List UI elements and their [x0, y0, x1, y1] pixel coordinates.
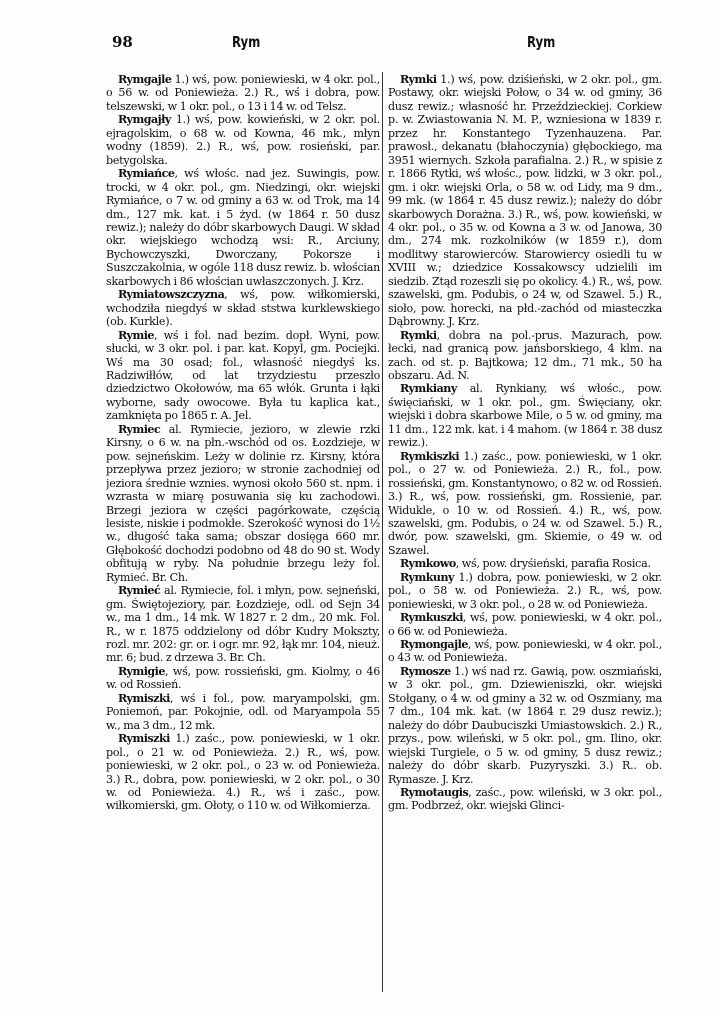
entry-text: , wś, pow. wiłkomierski, wchodziła niegdyś w skład ststwa kurklewskiego (ob. Kurkle). [106, 288, 380, 329]
entry-headword: Rymiec [118, 422, 161, 436]
dictionary-entry [388, 329, 662, 383]
dictionary-entry [106, 113, 380, 167]
entry-headword: Rymosze [400, 664, 451, 678]
entry-text: , wś, pow. rossieński, gm. Kiolmy, o 46 w. od Rossień. [106, 664, 380, 692]
entry-text: , wś, pow. poniewieski, w 4 okr. pol., o 66 w. od Poniewieża. [388, 611, 662, 638]
entry-headword: Rymiszki [118, 732, 170, 746]
dictionary-entry [106, 423, 380, 584]
dictionary-entry [388, 611, 662, 638]
entry-text: 1.) zaśc., pow. poniewieski, w 1 okr. pol., o 21 w. od Poniewieża. 2.) R., wś, pow. poniewieski, w 2 okr. pol., o 23 w. od Poniewieża. 3.) R., dobra, pow. poniewieski, w 2 okr. pol., o 30 w. od Poniewieża. 4.) R., wś i zaśc., pow. wiłkomierski, gm. Ołoty, o 110 w. od Wiłkomierza. [106, 732, 380, 813]
right-column [388, 73, 662, 993]
dictionary-entry [388, 73, 662, 329]
entry-headword: Rymkuszki [400, 611, 463, 625]
dictionary-entry [388, 571, 662, 611]
left-column [106, 73, 380, 993]
dictionary-entry [106, 584, 380, 665]
entry-headword: Rymiszki [118, 691, 170, 705]
entry-text: al. Rymiecie, jezioro, w zlewie rzki Kirsny, o 6 w. na płn.-wschód od os. Łozdzieje, w pow. sejneńskim. Leży w dolinie rz. Kirsny, która przepływa przez jezioro; w stronie zachodniej od jeziora średnie wznies. wynosi około 560 st. npm. i wzrasta w miarę posuwania się ku zachodowi. Brzegi jeziora w części pagórkowate, częścią lesiste, niskie i podmokłe. Szerokość wynosi do 1½ w., długość taka sama; obszar dosięga 660 mr. Głębokość dochodzi podobno od 48 do 90 st. Wody obfitują w ryby. Na południe brzegu leży fol. Rymieć. Br. Ch. [106, 422, 380, 584]
dictionary-entry [388, 638, 662, 665]
entry-text: al. Rynkiany, wś włośc., pow. święciański, w 1 okr. pol., gm. Święciany, okr. wiejski i dobra skarbowe Mile, o 5 w. od gminy, ma 11 dm., 122 mk. kat. i 4 mahom. (w 1864 r. 38 dusz rewiz.). [388, 382, 662, 450]
dictionary-entry [106, 73, 380, 113]
entry-text: , wś i fol., pow. maryampolski, gm. Poniemoń, par. Pokojnie, odl. od Maryampola 55 w., ma 3 dm., 12 mk. [106, 691, 380, 732]
dictionary-entry [106, 288, 380, 328]
entry-text: , wś włośc. nad jez. Suwingis, pow. trocki, w 4 okr. pol., gm. Niedzingi, okr. wiejski Rymiańce, o 7 w. od gminy a 63 w. od Trok, ma 14 dm., 127 mk. kat. i 5 żyd. (w 1864 r. 50 dusz rewiz.); należy do dóbr skarbowych Daugi. W skład okr. wiejskiego wchodzą wsi: R., Arciuny, Bychowczyszki, Dworczany, Pokorsze i Suszczakolnia, w ogóle 118 dusz rewiz. b. włościan skarbowych i 86 włościan uwłaszczonych. J. Krz. [106, 167, 380, 288]
entry-text: 1.) dobra, pow. poniewieski, w 2 okr. pol., o 58 w. od Poniewieża. 2.) R., wś, pow. poniewieski, w 3 okr. pol., o 28 w. od Poniewieża. [388, 570, 662, 611]
entry-headword: Rymki [400, 328, 437, 342]
entry-headword: Rymgajły [118, 113, 171, 127]
entry-text: , wś, pow. poniewieski, w 4 okr. pol., o 43 w. od Poniewieża. [388, 638, 662, 665]
entry-headword: Rymkowo [400, 557, 456, 571]
entry-headword: Rymiańce [118, 167, 175, 181]
dictionary-entry [388, 557, 662, 570]
entry-text: , wś i fol. nad bezim. dopł. Wyni, pow. słucki, w 3 okr. pol. i par. kat. Kopyl, gm. Pociejki. Wś ma 30 osad; fol., własność niegdyś ks. Radziwiłłów, od lat trzydziestu przeszło dziedzictwo Okołowów, ma 65 włók. Grunta i łąki wyborne, sady owocowe. Była tu kaplica kat., zamknięta po 1865 r. A. Jel. [106, 328, 380, 423]
entry-headword: Rymgajle [118, 73, 172, 86]
entry-text: 1.) wś nad rz. Gawią, pow. oszmiański, w 3 okr. pol., gm. Dziewieniszki, okr. wiejski Stołgany, o 4 w. od gminy a 32 w. od Oszmiany, ma 7 dm., 104 mk. kat. (w 1864 r. 29 dusz rewiz.); należy do dóbr Daubuciszki Umiastowskich. 2.) R., przys., pow. wileński, w 5 okr. pol., gm. Ilino, okr. wiejski Turgiele, o 5 w. od gminy, 5 dusz rewiz.; należy do dóbr skarb. Puzyryszki. 3.) R.. ob. Rymasze. J. Krz. [388, 664, 662, 786]
entry-text: 1.) zaśc., pow. poniewieski, w 1 okr. pol., o 27 w. od Poniewieża. 2.) R., fol., pow. rossieński, gm. Konstantynowo, o 82 w. od Rossień. 3.) R., wś, pow. rossieński, gm. Rossienie, par. Widukle, o 10 w. od Rossień. 4.) R., wś, pow. szawelski, gm. Podubis, o 24 w. od Szawel. 5.) R., dwór, pow. szawelski, gm. Skiemie, o 49 w. od Szawel. [388, 449, 662, 557]
entry-headword: Rymigie [118, 664, 165, 678]
entry-text: al. Rymiecie, fol. i młyn, pow. sejneński, gm. Świętojeziory, par. Łozdzieje, odl. od Sejn 34 w., ma 1 dm., 14 mk. W 1827 r. 2 dm., 20 mk. Fol. R., w r. 1875 oddzielony od dóbr Kudry Mokszty, rozl. mr. 202: gr. or. i ogr. mr. 92, łąk mr. 104, nieuż. mr. 6; bud. z drzewa 3. Br. Ch. [106, 584, 380, 665]
entry-text: , zaśc., pow. wileński, w 3 okr. pol., gm. Podbrzeź, okr. wiejski Glinci- [388, 786, 662, 813]
dictionary-entry [106, 732, 380, 813]
dictionary-entry [388, 665, 662, 786]
dictionary-entry [388, 786, 662, 813]
column-divider [382, 72, 383, 992]
entry-headword: Rymongajle [400, 638, 468, 652]
entry-text: , dobra na pol.-prus. Mazurach, pow. łecki, nad granicą pow. jańsborskiego, 4 klm. na zach. od st. p. Bajtkowa; 12 dm., 71 mk., 50 ha obszaru. Ad. N. [388, 328, 662, 382]
entry-headword: Rymieć [118, 584, 161, 598]
dictionary-entry [106, 665, 380, 692]
entry-headword: Rymotaugis [400, 786, 469, 800]
dictionary-entry [388, 382, 662, 449]
entry-text: 1.) wś, pow. dziśieński, w 2 okr. pol., gm. Postawy, okr. wiejski Połow, o 34 w. od gminy, 36 dusz rewiz.; własność hr. Przeździeckiej. Corkiew p. w. Zwiastowania N. M. P., wzniesiona w 1839 r. przez hr. Konstantego Tyzenhauzena. Par. prawosł., dekanatu (błahoczynia) głębockiego, ma 3951 wiernych. Szkoła parafialna. 2.) R., w spisie z r. 1866 Rytki, wś włośc., pow. lidzki, w 3 okr. pol., gm. i okr. wiejski Orla, o 58 w. od Lidy, ma 9 dm., 99 mk. (w 1864 r. 45 dusz rewiz.); należy do dóbr skarbowych Dorażna. 3.) R., wś, pow. kowieński, w 4 okr. pol., o 35 w. od Kowna a 3 w. od Janowa, 30 dm., 274 mk. rozkolników (w 1859 r.), dom modlitwy starowierców. Starowiercy osiedli tu w XVIII w.; dziedzice Kossakowscy udzielili im siedzib. Ztąd rozeszli się po okolicy. 4.) R., wś, pow. szawelski, gm. Podubis, o 24 w, od Szawel. 5.) R., sioło, pow. horecki, na płd.-zachód od miasteczka Dąbrowny. J. Krz. [388, 73, 662, 329]
dictionary-entry [106, 692, 380, 732]
dictionary-entry [106, 329, 380, 423]
entry-text: , wś, pow. dryśieński, parafia Rosica. [455, 557, 651, 571]
entry-headword: Rymkiany [400, 382, 457, 396]
entry-text: 1.) wś, pow. kowieński, w 2 okr. pol. ejragolskim, o 68 w. od Kowna, 46 mk., młyn wodny (1859). 2.) R., wś, pow. rosieński, par. betygolska. [106, 113, 380, 167]
entry-headword: Rymki [400, 73, 437, 86]
entry-text: 1.) wś, pow. poniewieski, w 4 okr. pol., o 56 w. od Poniewieża. 2.) R., wś i dobra, pow. telszewski, w 1 okr. pol., o 13 i 14 w. od Telsz. [106, 73, 380, 113]
entry-headword: Rymie [118, 328, 154, 342]
dictionary-entry [106, 167, 380, 288]
dictionary-entry [388, 450, 662, 558]
entry-headword: Rymkiszki [400, 449, 460, 463]
running-head-right: Rym [527, 33, 556, 51]
entry-headword: Rymiatowszczyzna [118, 288, 225, 302]
entry-headword: Rymkuny [400, 570, 454, 584]
page-number: 98 [112, 33, 133, 51]
page-header [0, 33, 720, 57]
running-head-left: Rym [232, 33, 261, 51]
